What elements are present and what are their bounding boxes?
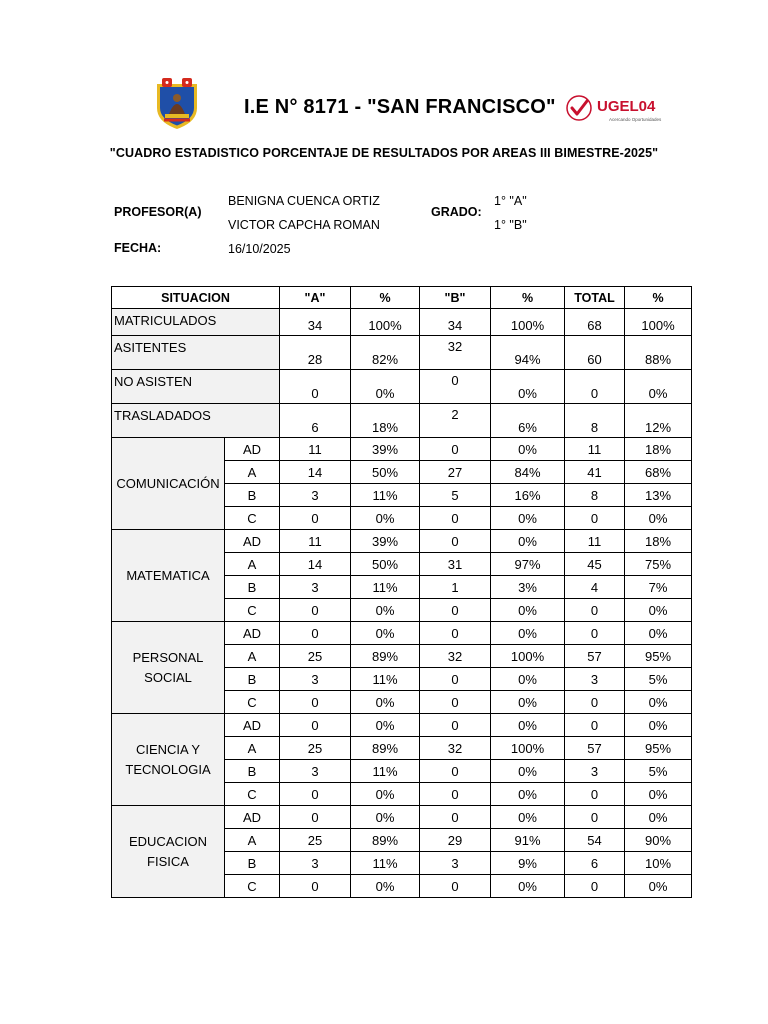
level-label: C [225, 875, 280, 898]
pct-b: 3% [491, 576, 565, 599]
pct-b: 0% [491, 599, 565, 622]
count-b: 32 [420, 336, 491, 370]
count-a: 25 [280, 737, 351, 760]
situacion-label: TRASLADADOS [112, 404, 280, 438]
pct-total: 5% [625, 668, 692, 691]
count-total: 41 [565, 461, 625, 484]
header-pct-b: % [491, 287, 565, 309]
level-label: AD [225, 438, 280, 461]
level-label: B [225, 576, 280, 599]
pct-b: 0% [491, 668, 565, 691]
pct-b: 16% [491, 484, 565, 507]
level-label: C [225, 783, 280, 806]
count-a: 14 [280, 553, 351, 576]
level-label: AD [225, 530, 280, 553]
count-b: 0 [420, 530, 491, 553]
header-total: TOTAL [565, 287, 625, 309]
count-a: 3 [280, 668, 351, 691]
count-a: 25 [280, 645, 351, 668]
count-b: 0 [420, 507, 491, 530]
document-subtitle: "CUADRO ESTADISTICO PORCENTAJE DE RESULTADOS POR AREAS III BIMESTRE-2025" [109, 146, 659, 160]
pct-b: 84% [491, 461, 565, 484]
situacion-row [112, 404, 692, 438]
pct-a: 11% [351, 484, 420, 507]
situacion-label: ASITENTES [112, 336, 280, 370]
page-title: I.E N° 8171 - "SAN FRANCISCO" [244, 96, 556, 118]
header-pct-a: % [351, 287, 420, 309]
pct-a: 0% [351, 370, 420, 404]
pct-b: 0% [491, 438, 565, 461]
pct-total: 5% [625, 760, 692, 783]
count-a: 0 [280, 783, 351, 806]
count-a: 0 [280, 806, 351, 829]
count-total: 0 [565, 806, 625, 829]
situacion-label: NO ASISTEN [112, 370, 280, 404]
pct-a: 18% [351, 404, 420, 438]
count-b: 0 [420, 806, 491, 829]
profesor-label: PROFESOR(A) [114, 205, 202, 219]
pct-total: 18% [625, 530, 692, 553]
level-label: C [225, 599, 280, 622]
level-label: AD [225, 806, 280, 829]
count-total: 11 [565, 530, 625, 553]
count-total: 0 [565, 714, 625, 737]
count-a: 11 [280, 438, 351, 461]
situacion-row [112, 336, 692, 370]
count-total: 11 [565, 438, 625, 461]
count-b: 0 [420, 599, 491, 622]
count-b: 32 [420, 737, 491, 760]
pct-total: 0% [625, 370, 692, 404]
count-a: 3 [280, 576, 351, 599]
pct-total: 68% [625, 461, 692, 484]
pct-a: 11% [351, 576, 420, 599]
grado-label: GRADO: [431, 205, 482, 219]
level-label: AD [225, 622, 280, 645]
pct-total: 100% [625, 309, 692, 336]
pct-total: 90% [625, 829, 692, 852]
pct-b: 0% [491, 875, 565, 898]
pct-b: 0% [491, 507, 565, 530]
pct-total: 7% [625, 576, 692, 599]
pct-total: 10% [625, 852, 692, 875]
pct-total: 18% [625, 438, 692, 461]
level-label: A [225, 553, 280, 576]
grado-value-2: 1° "B" [494, 218, 527, 232]
area-row [112, 714, 692, 737]
header-situacion: SITUACION [112, 287, 280, 309]
ugel-logo [565, 94, 665, 124]
level-label: C [225, 507, 280, 530]
pct-a: 39% [351, 530, 420, 553]
fecha-value: 16/10/2025 [228, 242, 291, 256]
count-total: 0 [565, 370, 625, 404]
level-label: A [225, 829, 280, 852]
count-total: 0 [565, 622, 625, 645]
count-b: 0 [420, 668, 491, 691]
level-label: A [225, 645, 280, 668]
count-total: 57 [565, 737, 625, 760]
header-pct-total: % [625, 287, 692, 309]
pct-total: 0% [625, 507, 692, 530]
count-b: 0 [420, 714, 491, 737]
count-a: 34 [280, 309, 351, 336]
count-total: 8 [565, 404, 625, 438]
area-name: CIENCIA Y TECNOLOGIA [112, 714, 225, 806]
count-b: 0 [420, 370, 491, 404]
count-a: 6 [280, 404, 351, 438]
pct-total: 75% [625, 553, 692, 576]
area-row [112, 622, 692, 645]
pct-b: 0% [491, 370, 565, 404]
count-total: 0 [565, 691, 625, 714]
level-label: AD [225, 714, 280, 737]
situacion-label: MATRICULADOS [112, 309, 280, 336]
count-total: 0 [565, 599, 625, 622]
area-name: COMUNICACIÓN [112, 438, 225, 530]
pct-total: 12% [625, 404, 692, 438]
pct-total: 0% [625, 622, 692, 645]
count-b: 32 [420, 645, 491, 668]
situacion-row [112, 309, 692, 336]
count-total: 8 [565, 484, 625, 507]
count-b: 34 [420, 309, 491, 336]
count-a: 3 [280, 852, 351, 875]
count-a: 0 [280, 507, 351, 530]
count-b: 3 [420, 852, 491, 875]
fecha-label: FECHA: [114, 241, 162, 255]
pct-b: 0% [491, 622, 565, 645]
pct-a: 89% [351, 645, 420, 668]
count-total: 45 [565, 553, 625, 576]
pct-total: 0% [625, 714, 692, 737]
results-table [111, 286, 692, 898]
count-a: 14 [280, 461, 351, 484]
area-name: EDUCACION FISICA [112, 806, 225, 898]
count-total: 54 [565, 829, 625, 852]
count-total: 57 [565, 645, 625, 668]
count-a: 0 [280, 875, 351, 898]
pct-b: 94% [491, 336, 565, 370]
header-a: "A" [280, 287, 351, 309]
pct-a: 89% [351, 737, 420, 760]
level-label: B [225, 852, 280, 875]
count-a: 3 [280, 484, 351, 507]
pct-a: 100% [351, 309, 420, 336]
pct-a: 11% [351, 852, 420, 875]
table-header-row [112, 287, 692, 309]
pct-b: 0% [491, 760, 565, 783]
pct-a: 50% [351, 553, 420, 576]
pct-b: 100% [491, 645, 565, 668]
count-total: 60 [565, 336, 625, 370]
pct-a: 11% [351, 668, 420, 691]
pct-a: 89% [351, 829, 420, 852]
pct-a: 0% [351, 806, 420, 829]
grado-value-1: 1° "A" [494, 194, 527, 208]
pct-b: 0% [491, 714, 565, 737]
area-row [112, 438, 692, 461]
count-a: 0 [280, 370, 351, 404]
count-b: 2 [420, 404, 491, 438]
count-total: 68 [565, 309, 625, 336]
count-b: 27 [420, 461, 491, 484]
area-row [112, 806, 692, 829]
count-total: 4 [565, 576, 625, 599]
level-label: C [225, 691, 280, 714]
level-label: A [225, 461, 280, 484]
count-b: 0 [420, 691, 491, 714]
pct-total: 0% [625, 691, 692, 714]
pct-b: 97% [491, 553, 565, 576]
count-b: 31 [420, 553, 491, 576]
count-a: 3 [280, 760, 351, 783]
count-b: 0 [420, 438, 491, 461]
pct-total: 88% [625, 336, 692, 370]
level-label: B [225, 484, 280, 507]
pct-total: 95% [625, 737, 692, 760]
pct-a: 0% [351, 714, 420, 737]
level-label: B [225, 760, 280, 783]
count-a: 0 [280, 714, 351, 737]
count-a: 0 [280, 622, 351, 645]
header-b: "B" [420, 287, 491, 309]
profesor-name-2: VICTOR CAPCHA ROMAN [228, 218, 380, 232]
pct-a: 0% [351, 875, 420, 898]
pct-total: 0% [625, 599, 692, 622]
count-total: 0 [565, 783, 625, 806]
pct-b: 0% [491, 806, 565, 829]
profesor-name-1: BENIGNA CUENCA ORTIZ [228, 194, 380, 208]
level-label: B [225, 668, 280, 691]
pct-a: 0% [351, 599, 420, 622]
count-b: 5 [420, 484, 491, 507]
area-name: MATEMATICA [112, 530, 225, 622]
count-total: 3 [565, 668, 625, 691]
situacion-row [112, 370, 692, 404]
pct-a: 0% [351, 691, 420, 714]
pct-b: 6% [491, 404, 565, 438]
pct-b: 0% [491, 783, 565, 806]
pct-a: 0% [351, 507, 420, 530]
pct-a: 0% [351, 783, 420, 806]
count-b: 29 [420, 829, 491, 852]
pct-b: 9% [491, 852, 565, 875]
ugel-logo-tagline: Acercando Oportunidades [609, 117, 662, 122]
pct-a: 50% [351, 461, 420, 484]
count-a: 28 [280, 336, 351, 370]
count-a: 0 [280, 691, 351, 714]
pct-a: 82% [351, 336, 420, 370]
pct-a: 11% [351, 760, 420, 783]
area-row [112, 530, 692, 553]
pct-total: 13% [625, 484, 692, 507]
count-b: 0 [420, 760, 491, 783]
pct-b: 0% [491, 691, 565, 714]
pct-a: 0% [351, 622, 420, 645]
area-name: PERSONAL SOCIAL [112, 622, 225, 714]
count-b: 0 [420, 783, 491, 806]
pct-total: 0% [625, 783, 692, 806]
pct-b: 0% [491, 530, 565, 553]
ugel-logo-text: UGEL04 [597, 98, 656, 115]
pct-a: 39% [351, 438, 420, 461]
count-b: 0 [420, 622, 491, 645]
school-crest-logo [153, 78, 201, 130]
pct-total: 0% [625, 806, 692, 829]
count-a: 11 [280, 530, 351, 553]
count-a: 0 [280, 599, 351, 622]
count-total: 6 [565, 852, 625, 875]
pct-b: 100% [491, 309, 565, 336]
count-b: 1 [420, 576, 491, 599]
count-total: 0 [565, 507, 625, 530]
count-total: 0 [565, 875, 625, 898]
count-total: 3 [565, 760, 625, 783]
count-a: 25 [280, 829, 351, 852]
pct-b: 91% [491, 829, 565, 852]
pct-b: 100% [491, 737, 565, 760]
pct-total: 95% [625, 645, 692, 668]
pct-total: 0% [625, 875, 692, 898]
level-label: A [225, 737, 280, 760]
count-b: 0 [420, 875, 491, 898]
